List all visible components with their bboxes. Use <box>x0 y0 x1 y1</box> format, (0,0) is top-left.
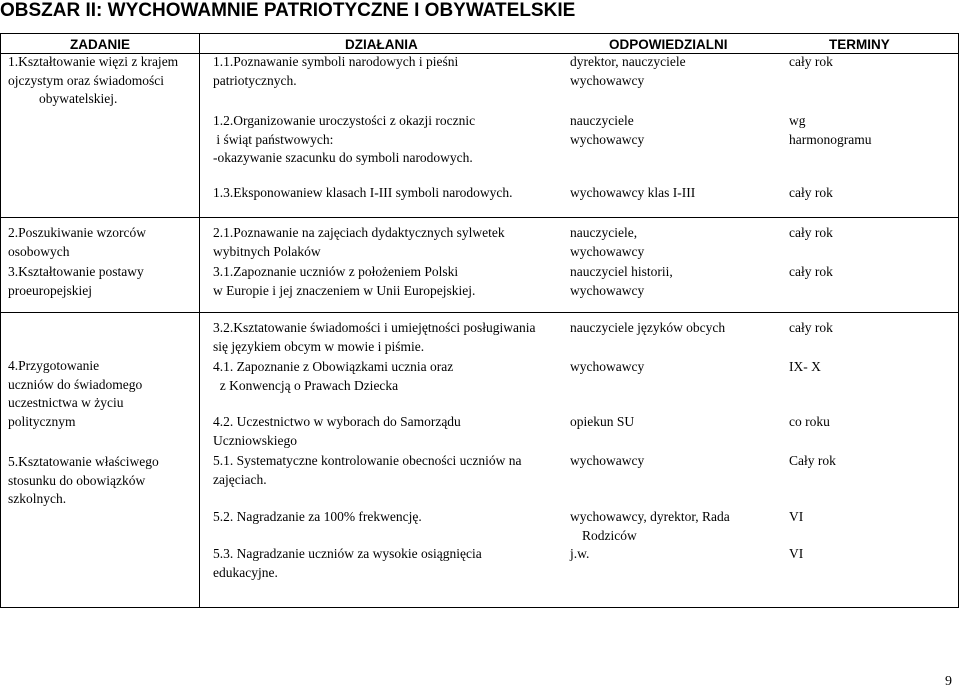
dzialanie-cell <box>213 508 422 527</box>
zadanie-line: 4.Przygotowanie <box>8 358 100 373</box>
odpowiedzialni-cell <box>570 184 695 203</box>
odpowiedzialni-cell <box>570 508 730 545</box>
odpowiedzialni-line: nauczyciele, <box>570 225 638 240</box>
zadanie-line: proeuropejskiej <box>8 282 92 298</box>
termin-line: Cały rok <box>789 453 836 468</box>
dzialanie-cell <box>213 263 475 300</box>
dzialanie-cell <box>213 112 475 168</box>
dzialanie-line: i świąt państwowych: <box>213 131 334 147</box>
dzialanie-cell <box>213 184 513 203</box>
odpowiedzialni-cell <box>570 545 589 564</box>
header-zadanie: ZADANIE <box>70 37 130 52</box>
odpowiedzialni-line: nauczyciel historii, <box>570 264 673 279</box>
zadanie-line: obywatelskiej. <box>39 91 118 106</box>
dzialanie-line: z Konwencją o Prawach Dziecka <box>213 377 399 393</box>
zadanie-line: 1.Kształtowanie więzi z krajem <box>8 54 179 69</box>
termin-cell <box>789 263 833 282</box>
table-bottom-border <box>0 607 958 608</box>
dzialanie-line: 5.1. Systematyczne kontrolowanie obecności uczniów na <box>213 453 522 468</box>
odpowiedzialni-cell <box>570 53 686 90</box>
odpowiedzialni-cell <box>570 263 673 300</box>
dzialanie-line: 3.1.Zapoznanie uczniów z położeniem Polski <box>213 264 459 279</box>
termin-cell <box>789 319 833 338</box>
odpowiedzialni-line: wychowawcy, dyrektor, Rada <box>570 509 730 524</box>
odpowiedzialni-line: nauczyciele języków obcych <box>570 320 726 335</box>
header-dzialania: DZIAŁANIA <box>345 37 418 52</box>
termin-cell <box>789 112 871 149</box>
column-divider <box>199 33 200 608</box>
zadanie-line: politycznym <box>8 413 76 429</box>
termin-line: cały rok <box>789 320 833 335</box>
dzialanie-line: w Europie i jej znaczeniem w Unii Europejskiej. <box>213 282 476 298</box>
odpowiedzialni-line: wychowawcy <box>570 243 645 259</box>
zadanie-line: uczniów do świadomego <box>8 376 143 392</box>
odpowiedzialni-line: wychowawcy <box>570 453 645 468</box>
odpowiedzialni-line: nauczyciele <box>570 113 634 128</box>
odpowiedzialni-line: wychowawcy <box>570 282 645 298</box>
termin-line: harmonogramu <box>789 131 872 147</box>
zadanie-line: osobowych <box>8 243 70 259</box>
table-left-border <box>0 33 1 608</box>
odpowiedzialni-line: j.w. <box>570 546 590 561</box>
odpowiedzialni-cell <box>570 358 644 377</box>
odpowiedzialni-cell <box>570 112 644 149</box>
odpowiedzialni-cell <box>570 319 725 338</box>
zadanie-cell <box>8 224 146 261</box>
zadanie-line: 3.Kształtowanie postawy <box>8 264 144 279</box>
dzialanie-line: 2.1.Poznawanie na zajęciach dydaktycznych sylwetek <box>213 225 505 240</box>
dzialanie-line: wybitnych Polaków <box>213 243 321 259</box>
termin-cell <box>789 452 836 471</box>
termin-cell <box>789 545 803 564</box>
dzialanie-line: 1.3.Eksponowaniew klasach I-III symboli narodowych. <box>213 185 513 200</box>
table-top-border <box>0 33 958 34</box>
zadanie-cell <box>8 263 144 300</box>
zadanie-cell <box>8 53 178 109</box>
termin-line: VI <box>789 546 804 561</box>
dzialanie-line: -okazywanie szacunku do symboli narodowych. <box>213 150 473 165</box>
zadanie-cell <box>8 357 142 431</box>
odpowiedzialni-line: wychowawcy <box>570 131 645 147</box>
page-title: OBSZAR II: WYCHOWAMNIE PATRIOTYCZNE I OBYWATELSKIE <box>0 0 576 21</box>
header-odpowiedzialni: ODPOWIEDZIALNI <box>609 37 728 52</box>
termin-line: VI <box>789 509 804 524</box>
zadanie-line: 5.Ksztatowanie właściwego <box>8 454 159 469</box>
page-number: 9 <box>945 674 952 689</box>
termin-cell <box>789 508 803 527</box>
dzialanie-cell <box>213 53 458 90</box>
odpowiedzialni-line: wychowawcy <box>570 359 645 374</box>
dzialanie-line: 3.2.Ksztatowanie świadomości i umiejętności posługiwania <box>213 320 536 335</box>
dzialanie-line: 1.2.Organizowanie uroczystości z okazji rocznic <box>213 113 476 128</box>
dzialanie-line: edukacyjne. <box>213 564 278 580</box>
odpowiedzialni-cell <box>570 452 644 471</box>
termin-cell <box>789 358 821 377</box>
zadanie-cell <box>8 453 159 509</box>
dzialanie-cell <box>213 319 535 356</box>
dzialanie-line: zajęciach. <box>213 471 267 487</box>
odpowiedzialni-line: wychowawcy klas I-III <box>570 185 696 200</box>
dzialanie-line: 4.2. Uczestnictwo w wyborach do Samorządu <box>213 414 461 429</box>
termin-line: cały rok <box>789 185 833 200</box>
odpowiedzialni-cell <box>570 224 644 261</box>
termin-line: cały rok <box>789 225 833 240</box>
dzialanie-line: 4.1. Zapoznanie z Obowiązkami ucznia oraz <box>213 359 454 374</box>
termin-line: cały rok <box>789 264 833 279</box>
row-divider <box>0 312 958 313</box>
termin-cell <box>789 53 833 72</box>
dzialanie-line: patriotycznych. <box>213 72 297 88</box>
odpowiedzialni-cell <box>570 413 634 432</box>
termin-cell <box>789 224 833 243</box>
dzialanie-line: 1.1.Poznawanie symboli narodowych i pieśni <box>213 54 459 69</box>
odpowiedzialni-line: Rodziców <box>582 527 637 543</box>
termin-cell <box>789 413 830 432</box>
dzialanie-cell <box>213 358 453 395</box>
odpowiedzialni-line: dyrektor, nauczyciele <box>570 54 686 69</box>
termin-line: wg <box>789 113 806 128</box>
termin-line: cały rok <box>789 54 833 69</box>
dzialanie-line: 5.2. Nagradzanie za 100% frekwencję. <box>213 509 422 524</box>
dzialanie-cell <box>213 224 505 261</box>
header-terminy: TERMINY <box>829 37 890 52</box>
row-divider <box>0 217 958 218</box>
termin-line: IX- X <box>789 359 821 374</box>
termin-cell <box>789 184 833 203</box>
zadanie-line: ojczystym oraz świadomości <box>8 72 164 88</box>
termin-line: co roku <box>789 414 830 429</box>
dzialanie-line: Uczniowskiego <box>213 432 297 448</box>
zadanie-line: stosunku do obowiązków <box>8 472 146 488</box>
zadanie-line: szkolnych. <box>8 491 67 506</box>
dzialanie-cell <box>213 413 461 450</box>
dzialanie-line: się językiem obcym w mowie i piśmie. <box>213 338 425 354</box>
dzialanie-cell <box>213 545 482 582</box>
odpowiedzialni-line: opiekun SU <box>570 414 635 429</box>
zadanie-line: uczestnictwa w życiu <box>8 395 124 410</box>
zadanie-line: 2.Poszukiwanie wzorców <box>8 225 146 240</box>
dzialanie-cell <box>213 452 522 489</box>
odpowiedzialni-line: wychowawcy <box>570 72 645 88</box>
dzialanie-line: 5.3. Nagradzanie uczniów za wysokie osiągnięcia <box>213 546 482 561</box>
